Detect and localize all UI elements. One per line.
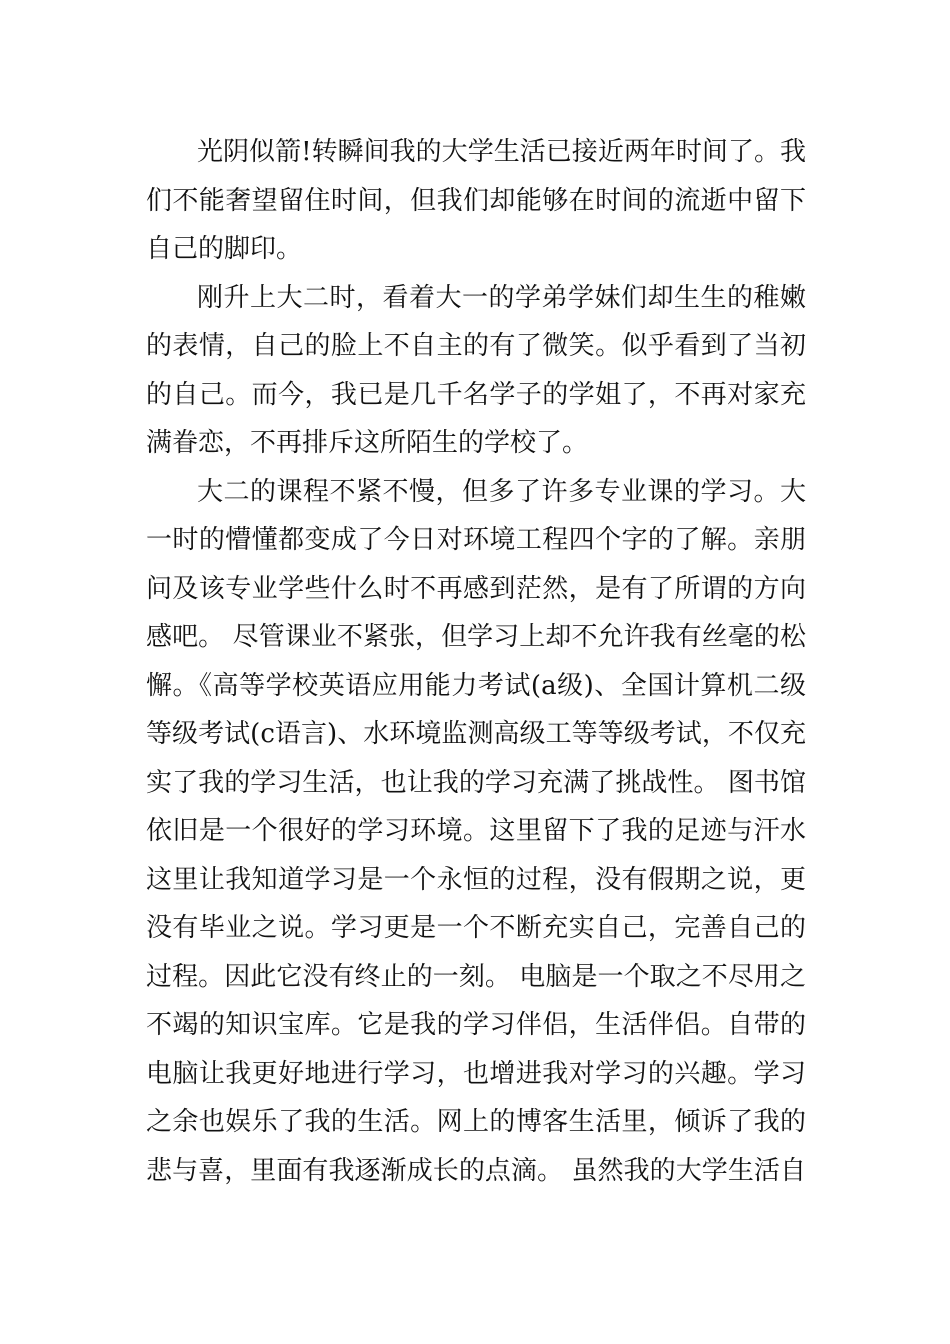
paragraph-3-line-9: 这里让我知道学习是一个永恒的过程，没有假期之说，更: [146, 864, 806, 895]
paragraph-2-line-4: 满眷恋，不再排斥这所陌生的学校了。: [146, 428, 589, 458]
paragraph-3-line-7: 实了我的学习生活，也让我的学习充满了挑战性。 图书馆: [146, 767, 806, 798]
paragraph-2-line-2: 的表情，自己的脸上不自主的有了微笑。似乎看到了当初: [146, 331, 806, 361]
paragraph-2-line-1: 刚升上大二时，看着大一的学弟学妹们却生生的稚嫩: [197, 282, 806, 313]
document-body: [146, 128, 806, 1195]
paragraph-3-line-15: 悲与喜，里面有我逐渐成长的点滴。 虽然我的大学生活自: [146, 1155, 806, 1186]
paragraph-3-line-1: 大二的课程不紧不慢，但多了许多专业课的学习。大: [197, 476, 806, 507]
paragraph-1-line-2: 们不能奢望留住时间，但我们却能够在时间的流逝中留下: [146, 185, 806, 216]
paragraph-3-line-14: 之余也娱乐了我的生活。网上的博客生活里，倾诉了我的: [146, 1107, 806, 1137]
paragraph-3-line-4: 感吧。 尽管课业不紧张，但学习上却不允许我有丝毫的松: [146, 622, 806, 652]
paragraph-3-line-6: 等级考试(c语言)、水环境监测高级工等等级考试，不仅充: [146, 719, 806, 749]
paragraph-1-line-3: 自己的脚印。: [146, 234, 303, 264]
paragraph-3-line-12: 不竭的知识宝库。它是我的学习伴侣，生活伴侣。自带的: [146, 1010, 806, 1040]
paragraph-3-line-2: 一时的懵懂都变成了今日对环境工程四个字的了解。亲朋: [146, 525, 806, 555]
paragraph-3-line-13: 电脑让我更好地进行学习，也增进我对学习的兴趣。学习: [146, 1058, 806, 1089]
paragraph-3-line-5: 懈。《高等学校英语应用能力考试(a级)、全国计算机二级: [146, 670, 806, 701]
paragraph-3-line-8: 依旧是一个很好的学习环境。这里留下了我的足迹与汗水: [146, 816, 806, 846]
paragraph-3-line-3: 问及该专业学些什么时不再感到茫然，是有了所谓的方向: [146, 573, 806, 604]
paragraph-3-line-10: 没有毕业之说。学习更是一个不断充实自己，完善自己的: [146, 913, 806, 943]
paragraph-1-line-1: 光阴似箭!转瞬间我的大学生活已接近两年时间了。我: [197, 137, 806, 167]
paragraph-2-line-3: 的自己。而今，我已是几千名学子的学姐了，不再对家充: [146, 379, 806, 410]
paragraph-3-line-11: 过程。因此它没有终止的一刻。 电脑是一个取之不尽用之: [146, 961, 806, 992]
